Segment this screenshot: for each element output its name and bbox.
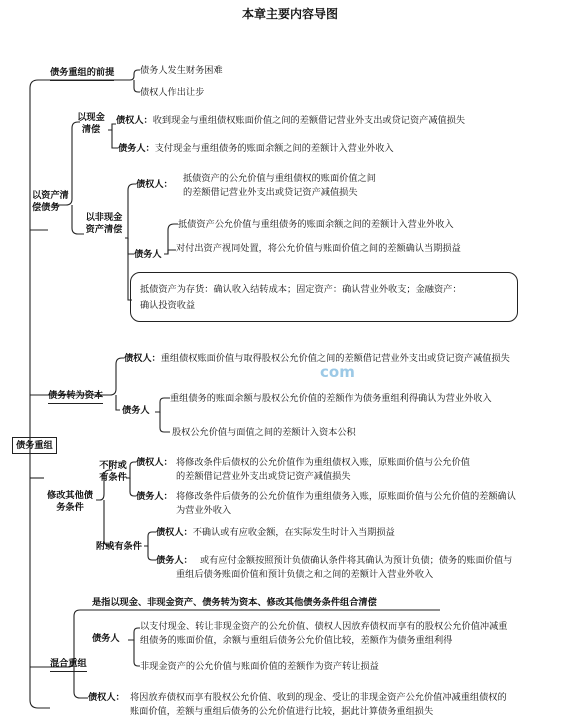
- s3-creditor-tag: 债权人：: [124, 353, 161, 364]
- s4-uncond-creditor-line1: 将修改条件后债权的公允价值作为重组债权入账，原账面价值与公允价值: [176, 457, 470, 468]
- s4-uncond-creditor-tag: 债权人：: [136, 457, 173, 468]
- s4-cond-debtor-line1: 或有应付金额按照预计负债确认条件将其确认为预计负债；债务的账面价值与: [200, 555, 513, 566]
- s2-noncash-creditor-tag: 债权人：: [136, 179, 173, 190]
- s4-uncond-label: 不附或有条件: [99, 460, 127, 483]
- s4-uncond-debtor-tag: 债务人：: [136, 491, 173, 502]
- s2-cash-creditor-text: 收到现金与重组债权账面价值之间的差额借记营业外支出或贷记资产减值损失: [152, 115, 466, 126]
- s5-debtor-item1-line2: 组债务的账面价值，余额与重组后债务公允价值比较，差额作为债务重组利得: [140, 635, 453, 646]
- s1-item-2: 债权人作出让步: [140, 87, 205, 98]
- s2-note-line1: 抵债资产为存货：确认收入结转成本；固定资产：确认营业外收支；金融资产：: [140, 284, 462, 295]
- s4-cond-debtor-tag: 债务人：: [156, 555, 193, 566]
- s4-cond-label: 附或有条件: [96, 541, 142, 552]
- s2-noncash-label: 以非现金资产清偿: [85, 212, 123, 235]
- s2-noncash-creditor-line1: 抵债资产的公允价值与重组债权的账面价值之间: [183, 173, 376, 184]
- root-node: 债务重组: [12, 437, 57, 454]
- s2-noncash-debtor-item-2: 对付出资产视同处置，将公允价值与账面价值之间的差额确认当期损益: [176, 243, 461, 254]
- s2-note-box: [130, 272, 518, 322]
- s4-uncond-creditor-line2: 的差额借记营业外支出或贷记资产减值损失: [176, 471, 351, 482]
- s4-cond-creditor-tag: 债权人：: [156, 527, 193, 538]
- s3-label: 债务转为资本: [48, 389, 103, 404]
- s5-creditor-tag: 债权人：: [88, 692, 125, 703]
- s5-debtor-item1-line1: 以支付现金、转让非现金资产的公允价值、债权人因放弃债权而享有的股权公允价值冲减重: [140, 621, 508, 632]
- watermark: com: [320, 363, 355, 381]
- s2-noncash-creditor-line2: 的差额借记营业外支出或贷记资产减值损失: [183, 187, 358, 198]
- s3-debtor-tag: 债务人: [122, 405, 150, 416]
- s4-uncond-debtor-line1: 将修改条件后债务的公允价值作为重组债务入账，原账面价值与公允价值的差额确认: [176, 491, 516, 502]
- s3-creditor-text: 重组债权账面价值与取得股权公允价值之间的差额借记营业外支出或贷记资产减值损失: [160, 353, 510, 364]
- page-title: 本章主要内容导图: [241, 7, 338, 21]
- s4-label: 修改其他债务条件: [47, 490, 93, 513]
- s2-cash-label: 以现金清偿: [77, 112, 105, 135]
- s5-label: 混合重组: [50, 657, 87, 672]
- s5-debtor-tag: 债务人: [92, 633, 120, 644]
- s1-label: 债务重组的前提: [50, 66, 114, 81]
- s4-uncond-debtor-line2: 为营业外收入: [176, 505, 232, 516]
- s2-cash-debtor-tag: 债务人：: [118, 143, 155, 154]
- s2-note-line2: 确认投资收益: [140, 300, 196, 311]
- s2-noncash-debtor-item-1: 抵债资产公允价值与重组债务的账面余额之间的差额计入营业外收入: [178, 219, 454, 230]
- s5-creditor-line1: 将因放弃债权而享有股权公允价值、收到的现金、受让的非现金资产公允价值冲减重组债权的: [130, 692, 507, 703]
- s5-header: 是指以现金、非现金资产、债务转为资本、修改其他债务条件组合清偿: [92, 597, 377, 608]
- s3-debtor-item-1: 重组债务的账面余额与股权公允价值的差额作为债务重组利得确认为营业外收入: [170, 393, 492, 404]
- s2-label: 以资产清偿债务: [32, 190, 69, 213]
- s1-item-1: 债务人发生财务困难: [140, 65, 223, 76]
- s2-cash-debtor-text: 支付现金与重组债务的账面余额之间的差额计入营业外收入: [154, 143, 394, 154]
- s4-cond-creditor-text: 不确认或有应收金额，在实际发生时计入当期损益: [192, 527, 395, 538]
- s5-creditor-line2: 账面价值，差额与重组后债务的公允价值进行比较，据此计算债务重组损失: [130, 706, 434, 717]
- s5-debtor-item-2: 非现金资产的公允价值与账面价值的差额作为资产转让损益: [140, 661, 379, 672]
- s2-cash-creditor-tag: 债权人：: [116, 115, 153, 126]
- s2-noncash-debtor-tag: 债务人: [134, 249, 162, 260]
- s3-debtor-item-2: 股权公允价值与面值之间的差额计入资本公积: [172, 427, 356, 438]
- s4-cond-debtor-line2: 重组后债务账面价值和预计负债之和之间的差额计入营业外收入: [176, 569, 434, 580]
